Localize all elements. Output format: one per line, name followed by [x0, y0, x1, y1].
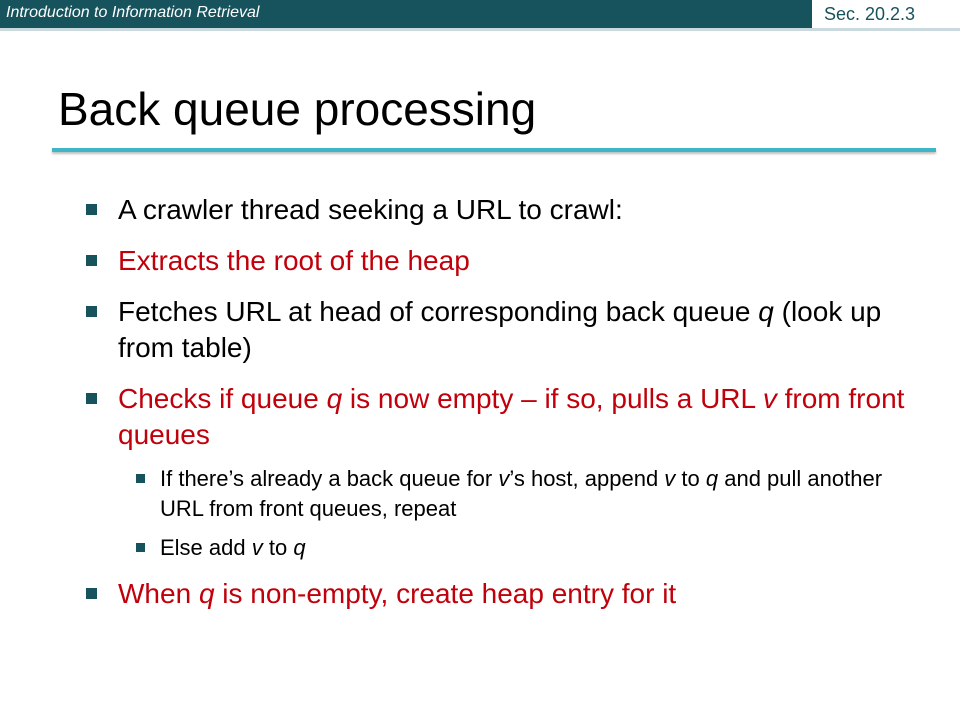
square-bullet-icon	[86, 204, 97, 215]
variable-q: q	[705, 466, 719, 491]
variable-v: v	[762, 383, 777, 414]
bullet-item	[80, 192, 920, 228]
square-bullet-icon	[86, 306, 97, 317]
bullet-text: to	[675, 466, 706, 491]
sub-bullet-item	[80, 533, 920, 563]
variable-q: q	[758, 296, 774, 327]
bullet-text: is now empty – if so, pulls a URL	[342, 383, 763, 414]
bullet-item	[80, 294, 920, 366]
course-title: Introduction to Information Retrieval	[6, 4, 260, 21]
bullet-text: ’s host, append	[509, 466, 665, 491]
slide-title: Back queue processing	[58, 83, 537, 135]
square-bullet-icon	[86, 255, 97, 266]
bullet-text: Extracts the root of the heap	[118, 245, 470, 276]
bullet-item	[80, 243, 920, 279]
bullet-text: Checks if queue	[118, 383, 327, 414]
bullet-text: Fetches URL at head of corresponding back queue	[118, 296, 759, 327]
bullet-item	[80, 576, 920, 612]
square-bullet-icon	[86, 393, 97, 404]
square-bullet-icon	[86, 588, 97, 599]
variable-v: v	[664, 466, 676, 491]
variable-q: q	[198, 578, 215, 609]
square-bullet-icon	[136, 543, 145, 552]
square-bullet-icon	[136, 474, 145, 483]
variable-v: v	[251, 535, 263, 560]
bullet-text: is non-empty, create heap entry for it	[214, 578, 677, 609]
section-label: Sec. 20.2.3	[812, 0, 960, 28]
bullet-text: (look up from table)	[118, 296, 882, 363]
header-bar	[0, 0, 960, 31]
bullet-item	[80, 381, 920, 453]
bullet-text: Else add	[160, 535, 252, 560]
bullet-text: A crawler thread seeking a URL to crawl:	[118, 194, 623, 225]
variable-q: q	[293, 535, 306, 560]
title-underline	[52, 148, 936, 152]
bullet-text: from front queues	[118, 383, 905, 450]
bullet-text: When	[118, 578, 199, 609]
bullet-text: to	[262, 535, 294, 560]
bullet-list	[80, 192, 920, 627]
variable-q: q	[326, 383, 343, 414]
bullet-text: and pull another URL from front queues, repeat	[160, 466, 883, 521]
sub-bullet-item	[80, 464, 920, 524]
variable-v: v	[498, 466, 510, 491]
bullet-text: If there’s already a back queue for	[160, 466, 499, 491]
